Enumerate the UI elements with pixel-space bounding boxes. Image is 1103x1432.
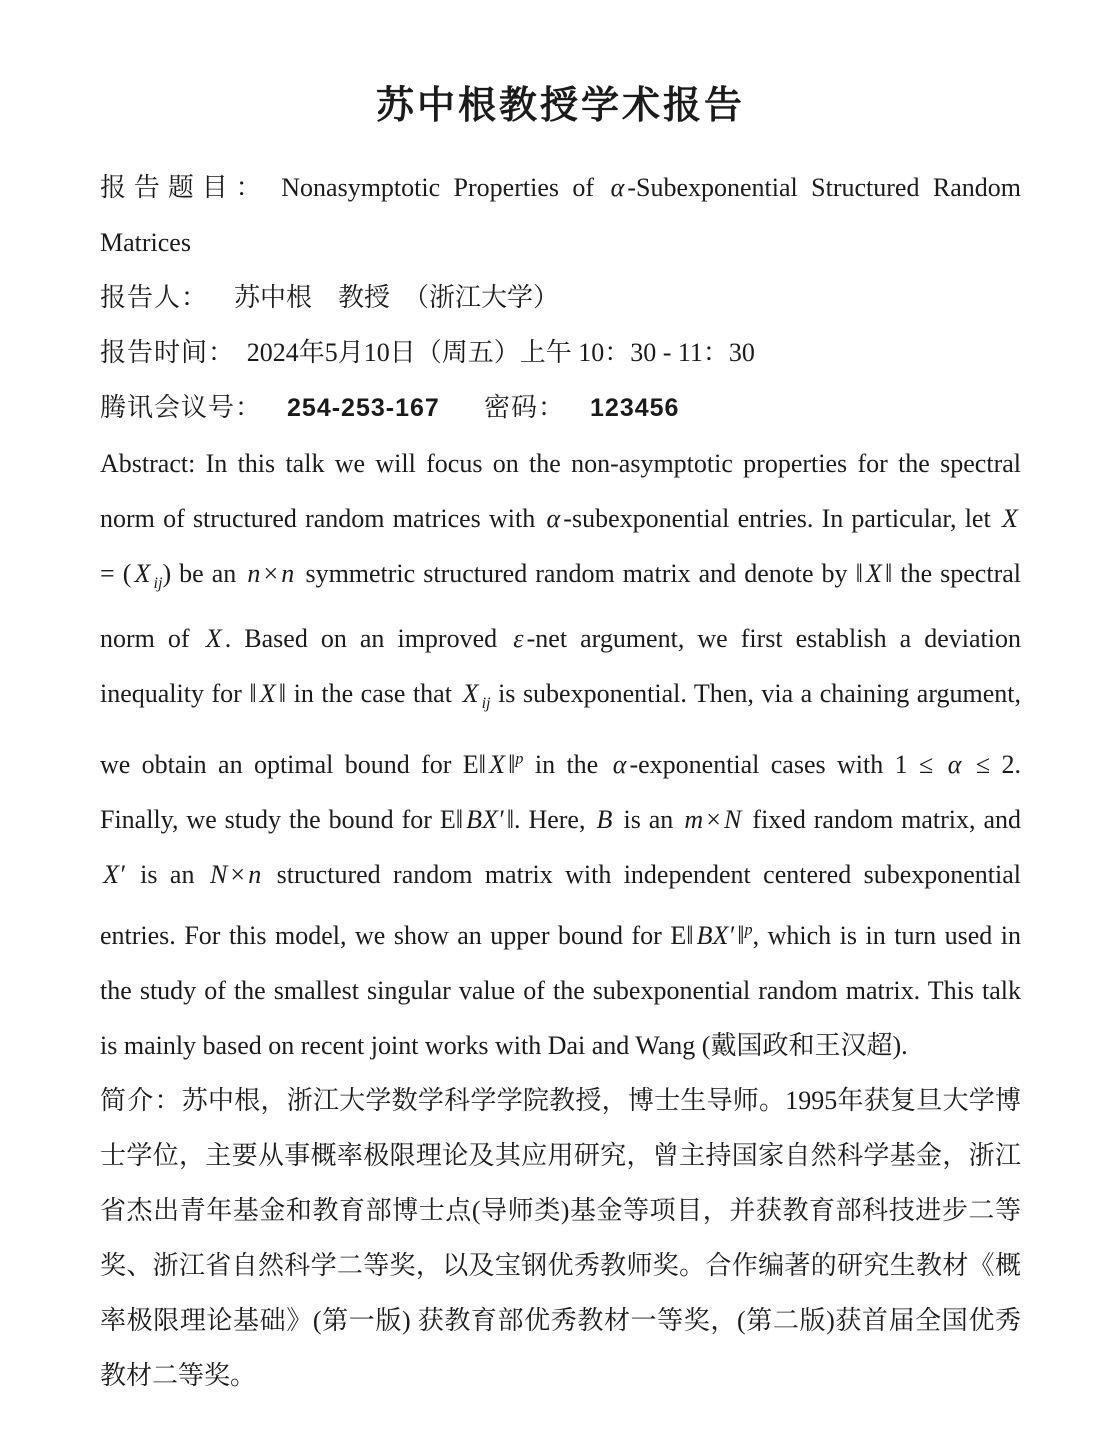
text-segment: -net argument, we first establish a deviation inequality for ‖ (100, 624, 1021, 709)
time-label: 报告时间： (100, 338, 236, 367)
text-segment: Nonasymptotic Properties of (281, 173, 608, 202)
math-segment: p (515, 750, 524, 768)
math-segment: X (1002, 504, 1018, 533)
field-report-title (100, 160, 1021, 270)
text-segment: structured random matrix with independent centered subexponential entries. For this model, we show an upper bound for E‖ (100, 860, 1021, 950)
text-segment: -Subexponential Structured Random Matrices (100, 173, 1021, 257)
math-segment: B (596, 805, 613, 835)
meeting-password-value: 123456 (590, 394, 680, 422)
text-segment: -exponential cases with 1 ≤ (629, 750, 945, 780)
math-segment: N (209, 860, 228, 890)
text-segment: ≤ 2. Finally, we study the bound for E‖ (100, 750, 1021, 835)
text-segment: in the (523, 750, 610, 780)
text-segment: ‖ the spectral norm of (100, 559, 1021, 654)
math-segment: X (134, 559, 151, 588)
math-segment: ε (513, 624, 524, 654)
text-segment: is an (127, 860, 207, 890)
text-segment: = ( (100, 559, 132, 588)
report-title-label: 报告题目： (100, 173, 270, 202)
text-segment: , which is in turn used in the study of the smallest singular value of the subexponential random matrix. This talk is mainly based on recent joint works with Dai and Wang (戴国政和王汉超). (100, 920, 1022, 1060)
bio-paragraph (100, 1073, 1021, 1403)
text-segment: ‖ in the case that (278, 679, 460, 709)
math-segment: n (247, 559, 261, 588)
math-segment: α (610, 173, 625, 202)
abstract-text (100, 449, 1021, 1060)
math-segment: X (866, 559, 882, 588)
bio-label: 简介： (100, 1085, 182, 1115)
text-segment: ‖ (508, 750, 516, 780)
text-segment: . Based on an improved (224, 624, 511, 654)
math-segment: m (684, 805, 704, 835)
text-segment: is an (615, 805, 682, 835)
text-segment: × (706, 805, 721, 835)
math-segment: α (612, 750, 627, 780)
bio-text: 苏中根，浙江大学数学科学学院教授，博士生导师。1995年获复旦大学博士学位，主要从事概率极限理论及其应用研究，曾主持国家自然科学基金，浙江省杰出青年基金和教育部博士点(导师类)基金等项目，并获教育部科技进步二等奖、浙江省自然科学二等奖，以及宝钢优秀教师奖。合作编著的研究生教材《概率极限理论基础》(第一版) 获教育部优秀教材一等奖，(第二版)获首届全国优秀教材二等奖。 (100, 1085, 1021, 1390)
math-segment: BX′ (696, 920, 735, 950)
math-segment: α (947, 750, 962, 780)
math-segment: X′ (103, 860, 125, 890)
math-segment: ij (481, 695, 491, 713)
math-segment: X (259, 679, 276, 709)
document-title: 苏中根教授学术报告 (375, 85, 745, 127)
text-segment: × (230, 860, 246, 890)
abstract-paragraph (100, 436, 1021, 1073)
speaker-label: 报告人： (100, 283, 209, 312)
math-segment: X (205, 624, 222, 654)
math-segment: BX′ (466, 805, 504, 835)
meeting-password-label: 密码： (484, 393, 566, 422)
field-time (100, 325, 1021, 380)
math-segment: X (489, 750, 505, 780)
math-segment: ij (153, 575, 163, 593)
text-segment: symmetric structured random matrix and denote by ‖ (297, 559, 863, 588)
text-segment: Abstract: In this talk we will focus on the non-asymptotic properties for the spectral norm of structured random matrices with (100, 449, 1021, 533)
field-speaker (100, 270, 1021, 325)
text-segment: ) be an (162, 559, 245, 588)
field-meeting (100, 380, 1021, 436)
text-segment: ‖ (737, 920, 745, 950)
text-segment: ‖. Here, (506, 805, 594, 835)
math-segment: n (248, 860, 262, 890)
meeting-number-label: 腾讯会议号： (100, 393, 263, 422)
text-segment: -subexponential entries. In particular, let (563, 504, 999, 533)
math-segment: α (546, 504, 561, 533)
meeting-number-value: 254-253-167 (287, 394, 440, 422)
math-segment: n (281, 559, 295, 588)
speaker-value: 苏中根 教授 （浙江大学） (234, 283, 560, 312)
math-segment: N (724, 805, 742, 835)
text-segment: × (263, 559, 279, 588)
text-segment: fixed random matrix, and (744, 805, 1021, 835)
math-segment: p (744, 921, 753, 939)
time-value: 2024年5月10日（周五）上午 10：30 - 11：30 (246, 338, 755, 367)
math-segment: X (462, 679, 479, 709)
text-segment: is subexponential. Then, via a chaining argument, we obtain an optimal bound for E‖ (100, 679, 1022, 780)
